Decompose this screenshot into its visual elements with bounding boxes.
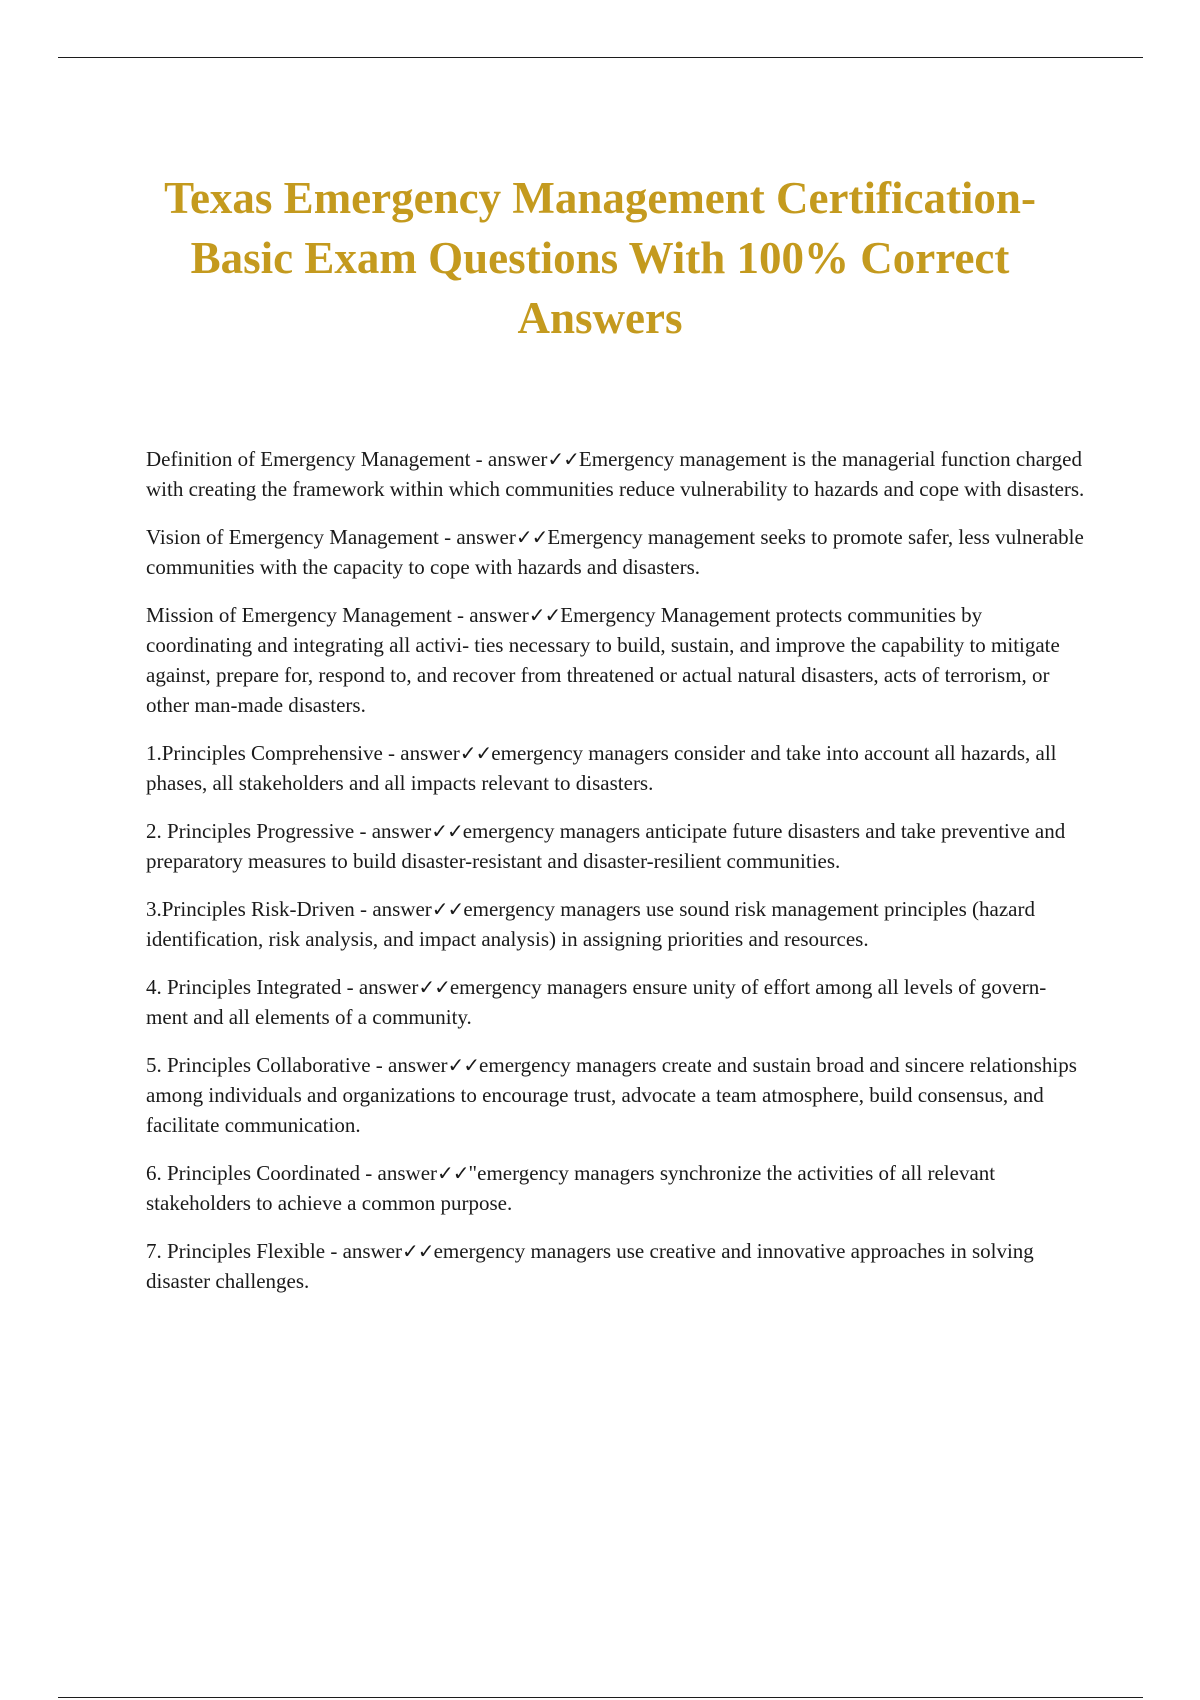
qa-term: Definition of Emergency Management - (146, 447, 488, 471)
top-rule (58, 57, 1143, 58)
qa-item (146, 1050, 1092, 1140)
answer-marker: answer (377, 1161, 438, 1185)
qa-term: 4. Principles Integrated - (146, 975, 359, 999)
qa-item (146, 522, 1092, 582)
double-check-icon: ✓✓ (547, 447, 579, 471)
answer-marker: answer (371, 819, 432, 843)
qa-list (146, 444, 1092, 1314)
qa-answer: emergency managers create and sustain broad and sincere relationships among individuals and organizations to encourage trust, advocate a team atmosphere, build consensus, and facilitate communication. (146, 1053, 1077, 1137)
answer-marker: answer (400, 741, 460, 765)
qa-term: Vision of Emergency Management - (146, 525, 457, 549)
qa-item (146, 1236, 1092, 1296)
qa-item (146, 894, 1092, 954)
bottom-rule (58, 1697, 1143, 1698)
qa-answer: Emergency management is the managerial function charged with creating the framework within which communities reduce vulnerability to hazards and cope with disasters. (146, 447, 1085, 501)
answer-marker: answer (487, 447, 548, 471)
double-check-icon: ✓✓ (459, 741, 492, 765)
double-check-icon: ✓✓ (437, 1161, 469, 1185)
qa-term: Mission of Emergency Management - (146, 603, 470, 627)
qa-term: 2. Principles Progressive - (146, 819, 372, 843)
document-title: Texas Emergency Management Certification-Basic Exam Questions With 100% Correct Answers (164, 173, 1036, 343)
answer-marker: answer (358, 975, 419, 999)
qa-item (146, 444, 1092, 504)
qa-answer: emergency managers anticipate future disasters and take preventive and preparatory measures to build disaster-resistant and disaster-resilient communities. (146, 819, 1066, 873)
double-check-icon: ✓✓ (447, 1053, 480, 1077)
qa-item (146, 600, 1092, 720)
qa-item (146, 816, 1092, 876)
qa-term: 3.Principles Risk-Driven - (146, 897, 373, 921)
qa-answer: "emergency managers synchronize the activities of all relevant stakeholders to achieve a common purpose. (146, 1161, 996, 1215)
qa-term: 5. Principles Collaborative - (146, 1053, 389, 1077)
answer-marker: answer (372, 897, 432, 921)
answer-marker: answer (456, 525, 516, 549)
qa-answer: emergency managers ensure unity of effort among all levels of govern- ment and all elements of a community. (146, 975, 1047, 1029)
qa-item (146, 738, 1092, 798)
qa-term: 7. Principles Flexible - (146, 1239, 343, 1263)
qa-answer: Emergency management seeks to promote safer, less vulnerable communities with the capacity to cope with hazards and disasters. (146, 525, 1084, 579)
qa-answer: emergency managers consider and take into account all hazards, all phases, all stakeholders and all impacts relevant to disasters. (146, 741, 1057, 795)
qa-answer: Emergency Management protects communities by coordinating and integrating all activi- ties necessary to build, sustain, and improve the capability to mitigate against, prepare for, respond to, and recover from threatened or actual natural disasters, acts of terrorism, or other man-made disasters. (146, 603, 1060, 717)
qa-term: 1.Principles Comprehensive - (146, 741, 401, 765)
double-check-icon: ✓✓ (402, 1239, 434, 1263)
double-check-icon: ✓✓ (418, 975, 450, 999)
qa-item (146, 1158, 1092, 1218)
double-check-icon: ✓✓ (431, 819, 463, 843)
double-check-icon: ✓✓ (528, 603, 561, 627)
qa-answer: emergency managers use creative and innovative approaches in solving disaster challenges. (146, 1239, 1034, 1293)
qa-answer: emergency managers use sound risk management principles (hazard identification, risk analysis, and impact analysis) in assigning priorities and resources. (146, 897, 1035, 951)
double-check-icon: ✓✓ (515, 525, 548, 549)
answer-marker: answer (388, 1053, 448, 1077)
answer-marker: answer (342, 1239, 403, 1263)
qa-term: 6. Principles Coordinated - (146, 1161, 378, 1185)
double-check-icon: ✓✓ (431, 897, 464, 921)
answer-marker: answer (469, 603, 529, 627)
qa-item (146, 972, 1092, 1032)
